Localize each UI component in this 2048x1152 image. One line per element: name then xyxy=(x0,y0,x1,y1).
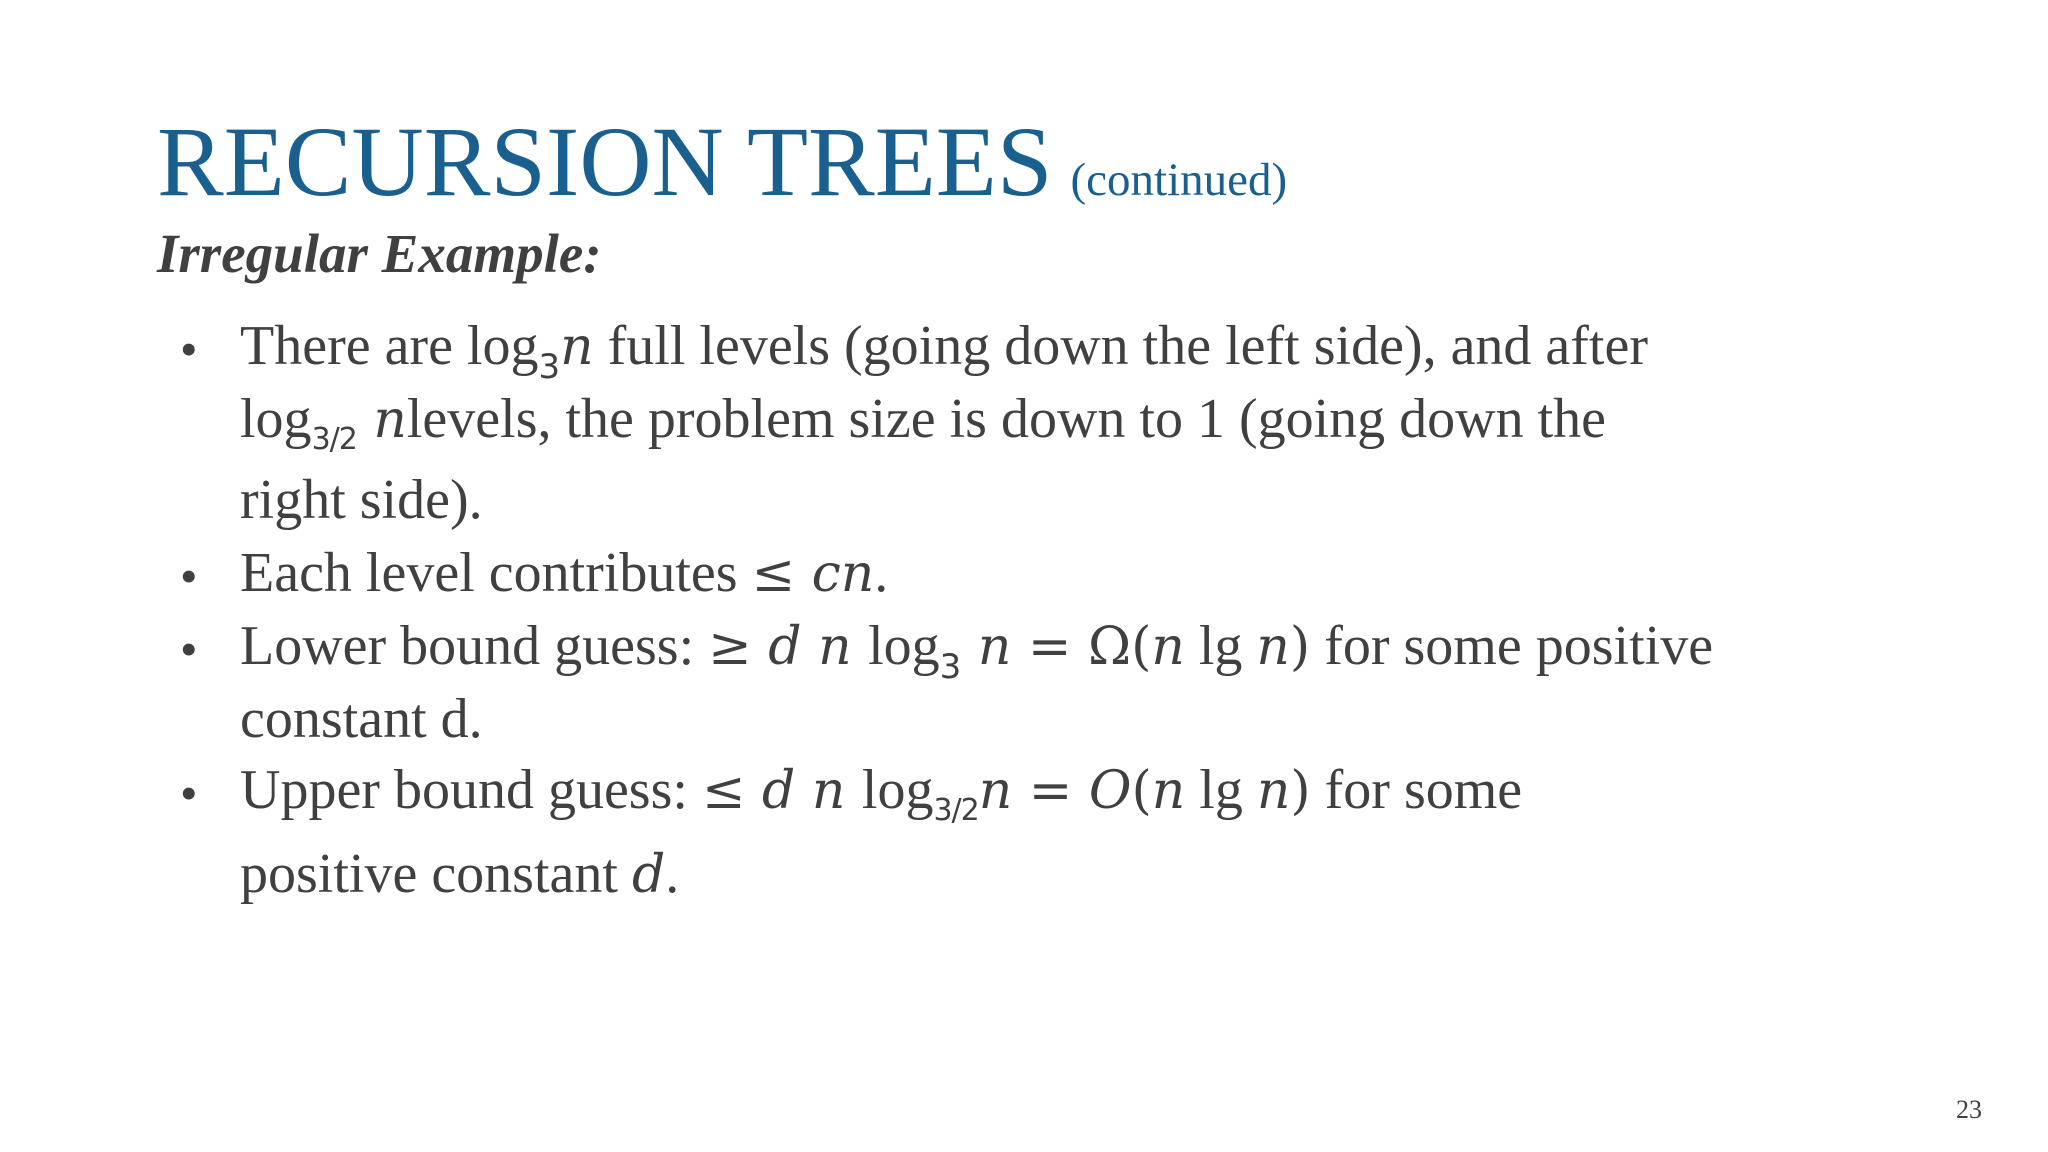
math-log: log xyxy=(861,759,934,821)
math-expression: ≤ cn xyxy=(751,544,875,604)
text-fragment: full levels (going down the left side), and after xyxy=(593,315,1648,377)
math-log: log xyxy=(868,615,940,677)
bullet-marker: • xyxy=(180,548,198,604)
math-log: log xyxy=(466,315,539,377)
math-omega: Ω( xyxy=(1087,617,1152,677)
text-fragment: right side). xyxy=(240,469,483,531)
text-fragment: for some xyxy=(1310,759,1523,821)
math-expression: n = xyxy=(961,617,1088,677)
math-fraction-subscript: 3/2 xyxy=(933,793,979,828)
math-lg: lg xyxy=(1185,759,1257,821)
text-fragment: . xyxy=(665,843,680,905)
bullet-2-line-1 xyxy=(240,542,889,604)
math-expression: ≤ d n xyxy=(701,761,862,821)
math-lg: lg xyxy=(1184,615,1257,677)
text-fragment: Lower bound guess: xyxy=(240,615,709,677)
bullet-1-line-2 xyxy=(240,388,1607,457)
text-fragment: for some positive xyxy=(1310,615,1714,677)
text-fragment: Each level contributes xyxy=(240,542,752,604)
page-number: 23 xyxy=(1956,1095,1982,1124)
text-fragment: constant d. xyxy=(240,688,483,750)
slide-subtitle: Irregular Example: xyxy=(157,223,602,284)
bullet-marker: • xyxy=(180,765,198,821)
slide-title: RECURSION TREES xyxy=(157,106,1053,217)
math-paren: ) xyxy=(1289,617,1311,677)
bullet-3-line-1 xyxy=(240,615,1714,687)
math-variable: n xyxy=(356,390,407,450)
bullet-marker: • xyxy=(180,321,198,377)
text-fragment: There are xyxy=(240,315,467,377)
math-subscript: 3 xyxy=(939,647,962,687)
math-expression: n = O xyxy=(978,761,1132,821)
text-fragment: . xyxy=(874,542,889,604)
bullet-3-line-2 xyxy=(240,688,483,750)
math-variable: d xyxy=(631,845,666,905)
bullet-1-line-1 xyxy=(240,315,1648,387)
bullet-marker: • xyxy=(180,621,198,677)
math-variable: n xyxy=(1256,761,1291,821)
math-subscript: 3 xyxy=(538,347,561,387)
math-log: log xyxy=(240,388,312,450)
math-variable: n xyxy=(1256,617,1290,677)
math-paren: ( xyxy=(1131,761,1152,821)
text-fragment: positive constant xyxy=(240,843,632,905)
math-variable: n xyxy=(560,317,594,377)
bullet-1-line-3 xyxy=(240,469,483,531)
slide-title-note: (continued) xyxy=(1070,154,1288,206)
bullet-4-line-2 xyxy=(240,843,680,905)
math-paren: ) xyxy=(1290,761,1311,821)
math-variable: n xyxy=(1151,761,1186,821)
math-fraction-subscript: 3/2 xyxy=(311,422,357,457)
math-expression: ≥ d n xyxy=(708,617,869,677)
text-fragment: levels, the problem size is down to 1 (going down the xyxy=(406,388,1607,450)
math-variable: n xyxy=(1151,617,1185,677)
text-fragment: Upper bound guess: xyxy=(240,759,702,821)
bullet-4-line-1 xyxy=(240,759,1523,828)
